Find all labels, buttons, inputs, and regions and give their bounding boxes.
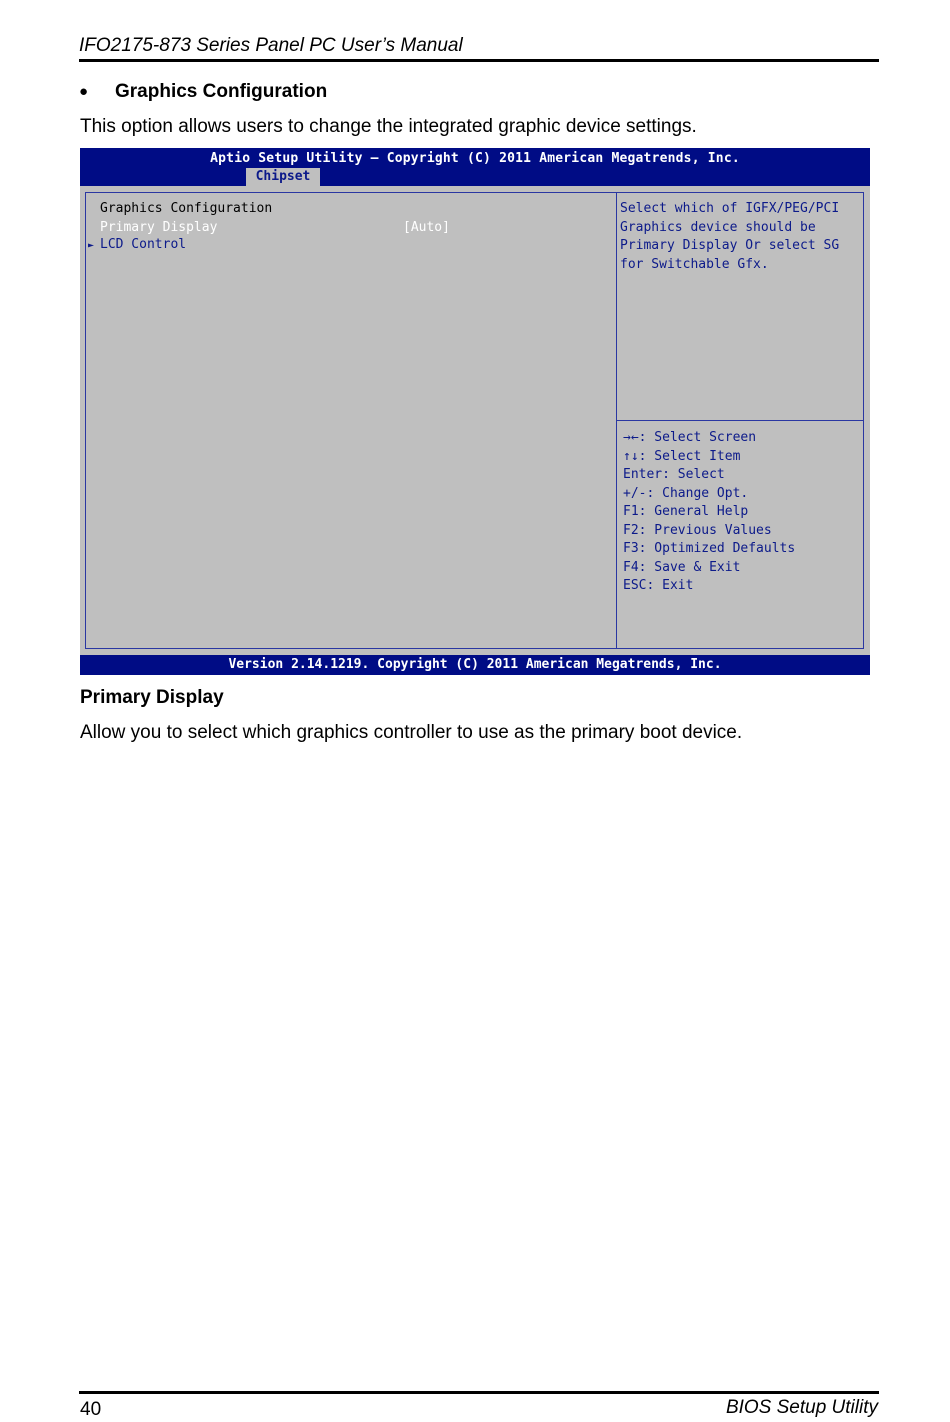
option-heading: Primary Display: [80, 687, 224, 708]
footer-rule: [79, 1391, 879, 1394]
section-heading: [79, 80, 327, 104]
header-rule: [79, 59, 879, 62]
key-select-screen: →←: Select Screen: [623, 430, 757, 445]
bios-item-value[interactable]: [Auto]: [403, 220, 450, 235]
bios-divider-horizontal: [616, 420, 864, 421]
bios-item-label: Primary Display: [100, 220, 218, 235]
tab-chipset[interactable]: Chipset: [246, 168, 320, 186]
bios-item-lcd-control[interactable]: [88, 236, 608, 253]
submenu-arrow-icon: ►: [88, 240, 95, 251]
key-change-opt: +/-: Change Opt.: [623, 485, 749, 501]
key-esc-exit: ESC: Exit: [623, 578, 694, 593]
key-previous-values: F2: Previous Values: [623, 522, 772, 538]
section-title: Graphics Configuration: [115, 81, 328, 102]
key-general-help: F1: General Help: [623, 504, 749, 519]
bios-title: Aptio Setup Utility – Copyright (C) 2011 American Megatrends, Inc.: [210, 151, 740, 166]
key-save-exit: F4: Save & Exit: [623, 559, 741, 575]
bios-help-text: Select which of IGFX/PEG/PCI Graphics device should be Primary Display Or select SG for Switchable Gfx.: [620, 201, 840, 272]
section-intro: This option allows users to change the integrated graphic device settings.: [80, 116, 697, 137]
page-number: 40: [80, 1399, 102, 1420]
bios-version-bar: Version 2.14.1219. Copyright (C) 2011 American Megatrends, Inc.: [80, 655, 870, 675]
bios-screenshot: [80, 148, 870, 675]
bios-item-label: LCD Control: [100, 237, 187, 252]
bullet-icon: ●: [79, 83, 89, 100]
key-select-item: ↑↓: Select Item: [623, 448, 741, 464]
key-enter: Enter: Select: [623, 467, 725, 482]
bios-title-bar: [80, 148, 870, 186]
bios-page-title: Graphics Configuration: [100, 201, 273, 216]
key-optimized-defaults: F3: Optimized Defaults: [623, 541, 796, 556]
bios-key-legend: [623, 429, 861, 596]
bios-item-primary-display[interactable]: [88, 219, 608, 236]
footer-section-title: BIOS Setup Utility: [725, 1397, 878, 1418]
manual-header-title: IFO2175-873 Series Panel PC User’s Manual: [79, 35, 463, 56]
option-description: Allow you to select which graphics controller to use as the primary boot device.: [80, 722, 743, 743]
